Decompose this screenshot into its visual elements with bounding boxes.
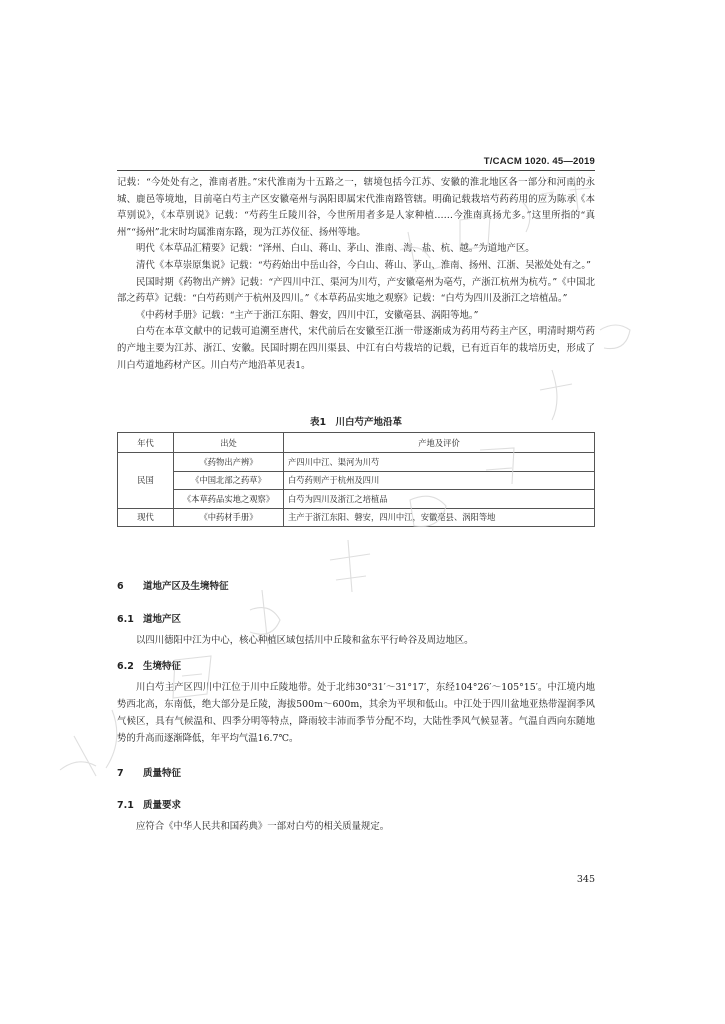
place-cell: 主产于浙江东阳、磐安，四川中江，安徽亳县、涡阳等地 xyxy=(284,508,595,527)
source-cell: 《本草药品实地之观察》 xyxy=(174,490,284,509)
section-6-heading xyxy=(117,578,229,592)
section-number: 6.2 xyxy=(117,661,134,672)
header-rule xyxy=(117,170,595,171)
section-7-1-heading xyxy=(117,797,181,811)
source-cell: 《药物出产辨》 xyxy=(174,453,284,472)
paragraph-2: 明代《本草品汇精要》记载：“泽州、白山、蒋山、茅山、淮南、海、盐、杭、越。”为道地产区。 xyxy=(136,243,535,255)
era-cell: 现代 xyxy=(118,508,174,527)
table-row xyxy=(118,508,595,527)
body-text xyxy=(117,175,595,374)
section-title: 道地产区 xyxy=(143,614,182,625)
section-6-1-text: 以四川德阳中江为中心，核心种植区域包括川中丘陵和盆东平行岭谷及周边地区。 xyxy=(136,635,474,646)
header-source: 出处 xyxy=(174,433,284,453)
section-6-1-heading xyxy=(117,611,181,625)
place-cell: 产四川中江、渠河为川芍 xyxy=(284,453,595,472)
paragraph-5: 《中药材手册》记载：“主产于浙江东阳、磐安，四川中江，安徽亳县、涡阳等地。” xyxy=(136,309,479,321)
header-era: 年代 xyxy=(118,433,174,453)
table-title: 表1 川白芍产地沿革 xyxy=(309,417,403,428)
origin-table xyxy=(117,432,595,527)
table-row xyxy=(118,490,595,509)
section-title: 道地产区及生境特征 xyxy=(143,581,229,592)
section-7-1-text: 应符合《中华人民共和国药典》一部对白芍的相关质量规定。 xyxy=(136,821,390,832)
paragraph-4: 民国时期《药物出产辨》记载：“产四川中江、渠河为川芍，产安徽亳州为亳芍，产浙江杭州为杭芍。”《中国北部之药草》记载：“白芍药则产于杭州及四川。”《本草药品实地之观察》记载：“白芍为四川及浙江之培植品。” xyxy=(117,276,595,305)
page-number: 345 xyxy=(576,874,595,885)
section-6-2-heading xyxy=(117,658,181,672)
section-number: 7.1 xyxy=(117,800,134,811)
source-cell: 《中国北部之药草》 xyxy=(174,471,284,490)
section-7-heading xyxy=(117,765,181,779)
table-header-row xyxy=(118,433,595,453)
place-cell: 白芍药则产于杭州及四川 xyxy=(284,471,595,490)
table-row xyxy=(118,471,595,490)
section-title: 质量特征 xyxy=(143,768,182,779)
paragraph-6: 白芍在本草文献中的记载可追溯至唐代，宋代前后在安徽至江浙一带逐渐成为药用芍药主产区，明清时期芍药的产地主要为江苏、浙江、安徽。民国时期在四川渠县、中江有白芍栽培的记载，已有近百年的栽培历史，形成了川白芍道地药材产区。川白芍产地沿革见表1。 xyxy=(117,326,595,371)
era-cell: 民国 xyxy=(118,453,174,509)
standard-code: T/CACM 1020. 45—2019 xyxy=(483,156,595,167)
section-title: 生境特征 xyxy=(143,661,182,672)
section-number: 7 xyxy=(117,768,124,779)
place-cell: 白芍为四川及浙江之培植品 xyxy=(284,490,595,509)
paragraph-3: 清代《本草崇原集说》记载：“芍药始出中岳山谷，今白山、蒋山、茅山、淮南、扬州、江浙、吴淞处处有之。” xyxy=(136,259,591,271)
header-place: 产地及评价 xyxy=(284,433,595,453)
paragraph-1: 记载：“今处处有之，淮南者胜。”宋代淮南为十五路之一，辖境包括今江苏、安徽的淮北地区各一部分和河南的永城、鹿邑等境地，目前亳白芍主产区安徽亳州与涡阳即属宋代淮南路管辖。明确记载栽培芍药药用的应为陈承《本草别说》，《本草别说》记载：“芍药生丘陵川谷，今世所用者多是人家种植……今淮南真扬尤多。”这里所指的“真州”“扬州”北宋时均属淮南东路，现为江苏仪征、扬州等地。 xyxy=(117,177,595,238)
section-number: 6.1 xyxy=(117,614,134,625)
section-6-2-text: 川白芍主产区四川中江位于川中丘陵地带。处于北纬30°31′～31°17′，东经104°26′～105°15′。中江境内地势西北高，东南低，绝大部分是丘陵，海拔500m～600m，其余为平坝和低山。中江处于四川盆地亚热带湿润季风气候区，具有气候温和、四季分明等特点，降雨较丰沛而季节分配不均，大陆性季风气候显著。气温自西向东随地势的升高而逐渐降低，年平均气温16.7℃。 xyxy=(117,682,595,744)
source-cell: 《中药材手册》 xyxy=(174,508,284,527)
table-row xyxy=(118,453,595,472)
section-title: 质量要求 xyxy=(143,800,182,811)
section-number: 6 xyxy=(117,581,124,592)
